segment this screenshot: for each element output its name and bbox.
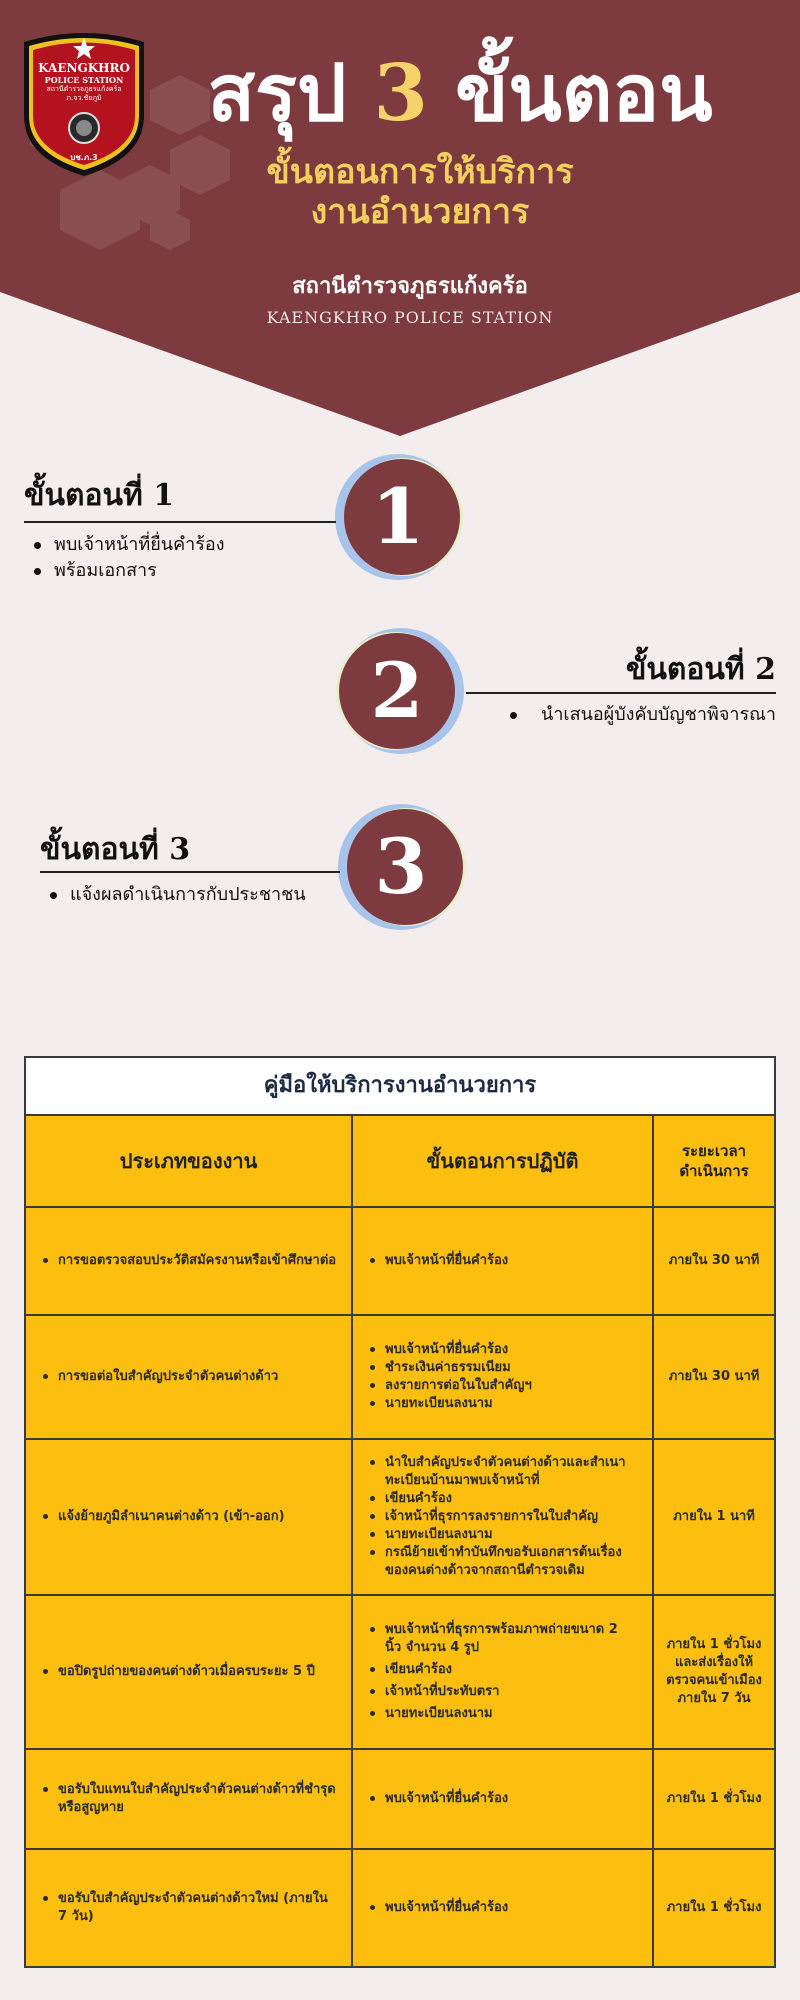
step-1-bullet-2: พร้อมเอกสาร: [24, 558, 225, 584]
header-duration-line-1: ระยะเวลา: [681, 1142, 747, 1160]
job-type-item: แจ้งย้ายภูมิลำเนาคนต่างด้าว (เข้า-ออก): [40, 1508, 285, 1526]
badge-text-police-station: POLICE STATION: [44, 75, 124, 85]
step-3-divider: [40, 871, 340, 873]
title-prefix: สรุป: [207, 48, 347, 139]
procedure-list: [367, 1454, 638, 1580]
duration-line: ภายใน 7 วัน: [677, 1691, 751, 1706]
step-1-title: ขั้นตอนที่ 1: [24, 478, 175, 513]
step-2-bullets: [500, 702, 776, 728]
table-row: [26, 1440, 774, 1596]
service-manual-table: [24, 1056, 776, 1968]
procedure-item: เจ้าหน้าที่ประทับตรา: [367, 1683, 638, 1701]
job-type-item: ขอรับใบสำคัญประจำตัวคนต่างด้าวใหม่ (ภายใน 7 วัน): [40, 1890, 337, 1926]
job-type-list: [40, 1368, 278, 1386]
job-type-item: ขอรับใบแทนใบสำคัญประจำตัวคนต่างด้าวที่ชำรุดหรือสูญหาย: [40, 1781, 337, 1817]
badge-text-kaengkhro: KAENGKHRO: [38, 61, 130, 75]
duration-cell: [666, 1636, 762, 1708]
procedure-list: [367, 1899, 508, 1917]
procedure-item: พบเจ้าหน้าที่ยื่นคำร้อง: [367, 1899, 508, 1917]
table-row: [26, 1750, 774, 1850]
step-3-circle: [334, 800, 468, 934]
job-type-list: [40, 1663, 315, 1681]
duration-line: ภายใน 1 ชั่วโมง: [666, 1637, 762, 1652]
step-1-bullet-1: พบเจ้าหน้าที่ยื่นคำร้อง: [24, 532, 225, 558]
procedure-item: เขียนคำร้อง: [367, 1661, 638, 1679]
job-type-item: การขอตรวจสอบประวัติสมัครงานหรือเข้าศึกษาต่อ: [40, 1252, 336, 1270]
badge-text-station-th: สถานีตำรวจภูธรแก้งคร้อ: [46, 85, 122, 93]
procedure-item: พบเจ้าหน้าที่ธุรการพร้อมภาพถ่ายขนาด 2 นิ้ว จำนวน 4 รูป: [367, 1621, 638, 1657]
step-2-circle: [334, 624, 468, 758]
job-type-list: [40, 1781, 337, 1817]
duration-line: ภายใน 30 นาที: [668, 1253, 760, 1268]
duration-line: ตรวจคนเข้าเมือง: [666, 1673, 762, 1688]
header-duration-line-2: ดำเนินการ: [679, 1162, 749, 1180]
step-3-bullet-1: แจ้งผลดำเนินการกับประชาชน: [40, 882, 306, 908]
step-3-bullets: [40, 882, 306, 908]
table-row: [26, 1208, 774, 1316]
duration-line: และส่งเรื่องให้: [674, 1655, 754, 1670]
procedure-item: นายทะเบียนลงนาม: [367, 1526, 638, 1544]
step-1-number: 1: [371, 472, 425, 561]
procedure-item: นำใบสำคัญประจำตัวคนต่างด้าวและสำเนาทะเบียนบ้านมาพบเจ้าหน้าที่: [367, 1454, 638, 1490]
step-1-bullets: [24, 532, 225, 584]
procedure-item: พบเจ้าหน้าที่ยื่นคำร้อง: [367, 1252, 508, 1270]
table-header-row: [26, 1116, 774, 1208]
procedure-item: กรณีย้ายเข้าทำบันทึกขอรับเอกสารต้นเรื่องของคนต่างด้าวจากสถานีตำรวจเดิม: [367, 1544, 638, 1580]
badge-text-province: ภ.จว.ชัยภูมิ: [66, 94, 102, 102]
step-2-bullet-1: นำเสนอผู้บังคับบัญชาพิจารณา: [500, 702, 776, 728]
procedure-list: [367, 1252, 508, 1270]
duration-cell: [669, 1252, 760, 1270]
station-name-thai: สถานีตำรวจภูธรแก้งคร้อ: [292, 274, 528, 299]
title-number: 3: [373, 48, 428, 139]
header-duration: [654, 1116, 774, 1206]
table-title: คู่มือให้บริการงานอำนวยการ: [26, 1058, 774, 1116]
step-1-circle: [331, 450, 465, 584]
job-type-list: [40, 1508, 285, 1526]
procedure-item: ชำระเงินค่าธรรมเนียม: [367, 1359, 532, 1377]
title-suffix: ขั้นตอน: [455, 48, 713, 139]
table-row: [26, 1316, 774, 1440]
header-banner: [0, 0, 800, 440]
procedure-item: นายทะเบียนลงนาม: [367, 1705, 638, 1723]
job-type-item: ขอปิดรูปถ่ายของคนต่างด้าวเมื่อครบระยะ 5 ปี: [40, 1663, 315, 1681]
page-title: [160, 44, 760, 144]
procedure-item: นายทะเบียนลงนาม: [367, 1395, 532, 1413]
step-3-title: ขั้นตอนที่ 3: [40, 832, 191, 867]
duration-line: ภายใน 1 ชั่วโมง: [666, 1791, 762, 1806]
procedure-item: พบเจ้าหน้าที่ยื่นคำร้อง: [367, 1790, 508, 1808]
procedure-item: เขียนคำร้อง: [367, 1490, 638, 1508]
header-procedure: ขั้นตอนการปฏิบัติ: [353, 1116, 654, 1206]
step-2-title: ขั้นตอนที่ 2: [625, 652, 776, 687]
table-row: [26, 1850, 774, 1966]
duration-line: ภายใน 30 นาที: [668, 1369, 760, 1384]
procedure-list: [367, 1790, 508, 1808]
police-badge-logo: [16, 28, 152, 178]
duration-cell: [669, 1368, 760, 1386]
step-1-divider: [24, 521, 336, 523]
step-3-number: 3: [374, 822, 428, 911]
subtitle-line-2: งานอำนวยการ: [310, 192, 530, 232]
job-type-list: [40, 1890, 337, 1926]
duration-cell: [667, 1790, 762, 1808]
procedure-item: เจ้าหน้าที่ธุรการลงรายการในใบสำคัญ: [367, 1508, 638, 1526]
duration-line: ภายใน 1 ชั่วโมง: [666, 1900, 762, 1915]
procedure-list: [367, 1617, 638, 1727]
duration-cell: [667, 1899, 762, 1917]
procedure-list: [367, 1341, 532, 1413]
duration-cell: [673, 1508, 755, 1526]
page-subtitle: [170, 152, 670, 232]
header-job-type: ประเภทของงาน: [26, 1116, 353, 1206]
procedure-item: ลงรายการต่อในใบสำคัญฯ: [367, 1377, 532, 1395]
step-2-divider: [466, 692, 776, 694]
badge-text-bottom: บช.ภ.3: [70, 153, 98, 162]
duration-line: ภายใน 1 นาที: [673, 1509, 755, 1524]
step-2-number: 2: [370, 646, 424, 735]
subtitle-line-1: ขั้นตอนการให้บริการ: [266, 152, 574, 192]
station-name-english: KAENGKHRO POLICE STATION: [266, 308, 554, 327]
job-type-item: การขอต่อใบสำคัญประจำตัวคนต่างด้าว: [40, 1368, 278, 1386]
table-row: [26, 1596, 774, 1750]
job-type-list: [40, 1252, 336, 1270]
procedure-item: พบเจ้าหน้าที่ยื่นคำร้อง: [367, 1341, 532, 1359]
